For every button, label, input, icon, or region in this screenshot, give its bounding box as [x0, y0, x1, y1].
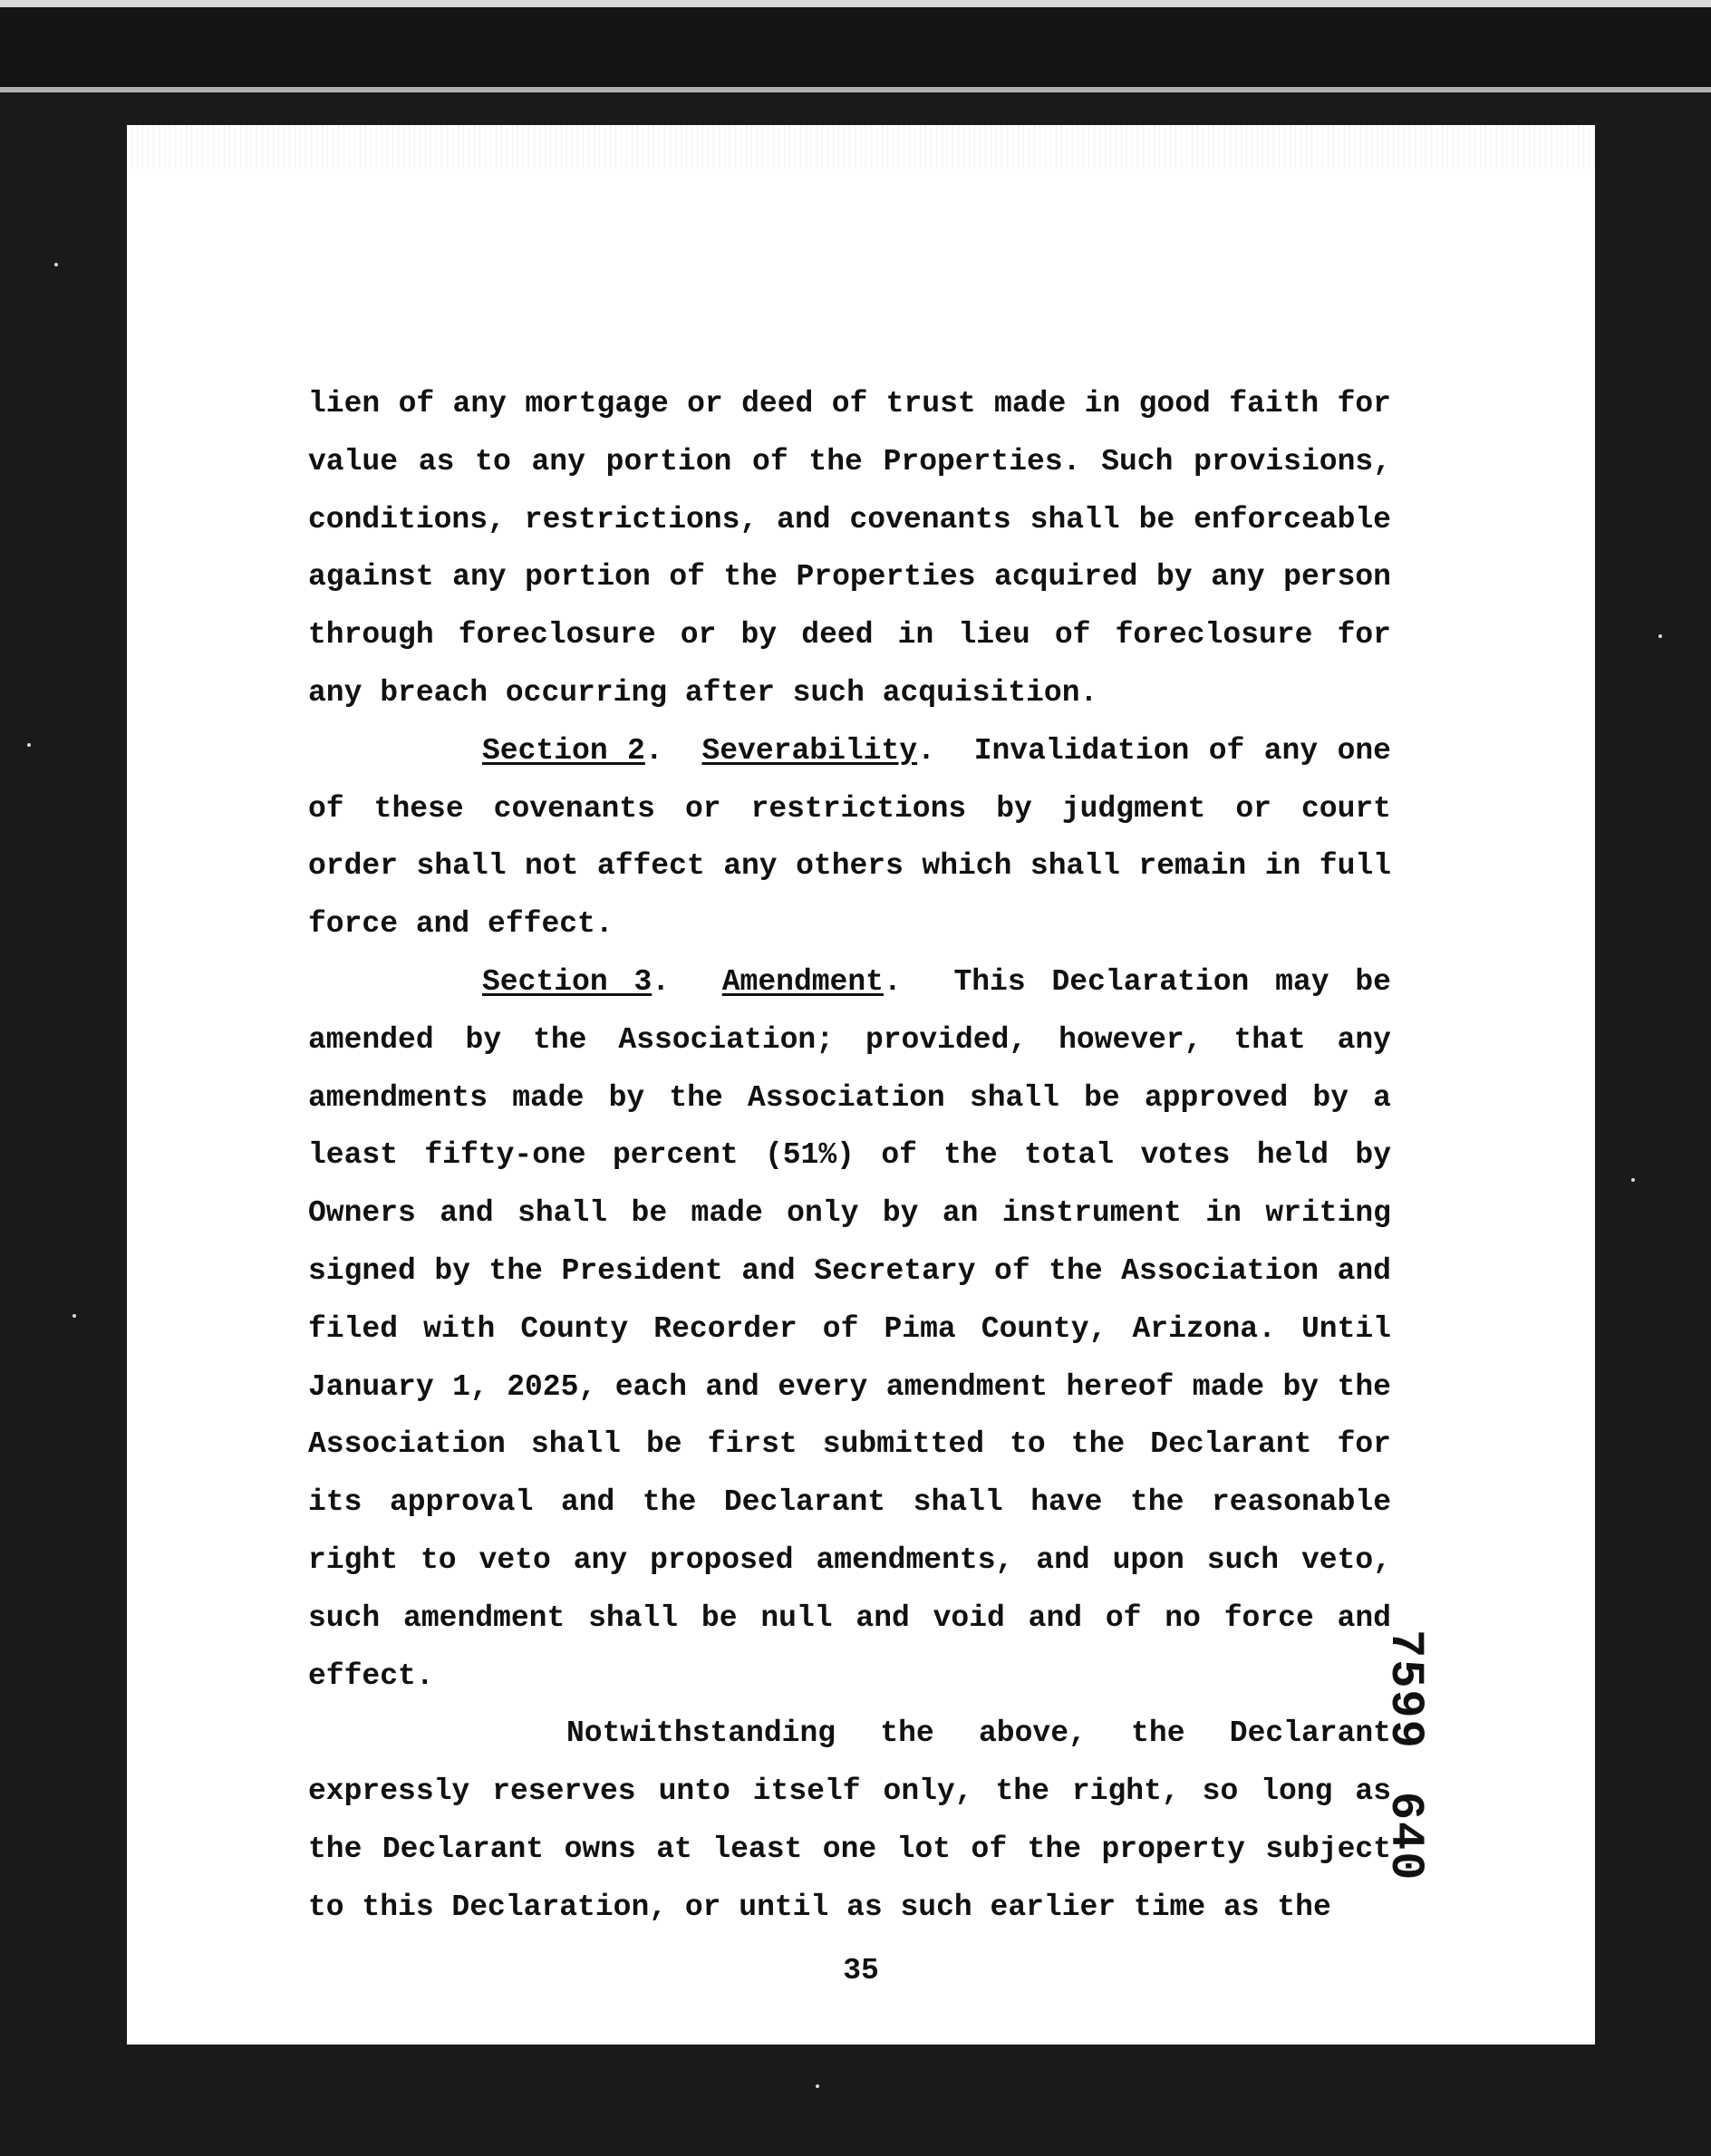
- scan-speck: [54, 263, 58, 266]
- scan-speck: [816, 2084, 819, 2088]
- paragraph-section-2: Section 2. Severability. Invalidation of any one of these covenants or restrictions by judgment or court order shall not affect any others which shall remain in full force and effect.: [308, 733, 1391, 942]
- section-label: Section 2: [482, 733, 645, 768]
- scan-top-border: [0, 0, 1711, 91]
- paragraph-notwithstanding: [308, 1705, 1391, 1936]
- document-page: [127, 125, 1595, 2045]
- scan-top-edge: [0, 0, 1711, 7]
- scan-speck: [72, 1314, 76, 1318]
- paragraph-text: Notwithstanding the above, the Declarant expressly reserves unto itself only, the right, so long as the Declarant owns at least one lot of the property subject to this Declaration, or until as such earlier time as the: [308, 1716, 1391, 1924]
- paragraph-section-3: Section 3. Amendment. This Declaration may be amended by the Association; provided, however, that any amendments made by the Association shall be approved by a least fifty-one percent (51%) of the total votes held by Owners and shall be made only by an instrument in writing signed by the President and Secretary of the Association and filed with County Recorder of Pima County, Arizona. Until January 1, 2025, each and every amendment hereof made by the Association shall be first submitted to the Declarant for its approval and the Declarant shall have the reasonable right to veto any proposed amendments, and upon such veto, such amendment shall be null and void and of no force and effect.: [308, 964, 1391, 1693]
- scan-speck: [1658, 634, 1662, 638]
- section-heading: Severability: [701, 733, 918, 768]
- scan-speck: [1631, 1178, 1635, 1182]
- section-heading: Amendment: [721, 964, 884, 999]
- scan-speck: [27, 743, 31, 747]
- document-body: [308, 375, 1391, 1937]
- paragraph-text: Invalidation of any one of these covenants or restrictions by judgment or court order shall not affect any others which shall remain in full force and effect.: [308, 733, 1391, 942]
- stamp-page-number: 640: [1378, 1791, 1432, 1882]
- paragraph-continuation: [308, 375, 1391, 722]
- scan-noise: [127, 125, 1595, 169]
- recording-stamp: [1368, 1629, 1432, 1901]
- scan-top-rule: [0, 87, 1711, 92]
- stamp-docket-number: 7599: [1378, 1629, 1432, 1750]
- paragraph-text: lien of any mortgage or deed of trust made in good faith for value as to any portion of the Properties. Such provisions, conditions, restrictions, and covenants shall be enforceable against any portion of the Properties acquired by any person through foreclosure or by deed in lieu of foreclosure for any breach occurring after such acquisition.: [308, 387, 1391, 710]
- page-number: 35: [843, 1954, 879, 1987]
- section-label: Section 3: [482, 964, 652, 999]
- paragraph-text: This Declaration may be amended by the Association; provided, however, that any amendments made by the Association shall be approved by a least fifty-one percent (51%) of the total votes held by Owners and shall be made only by an instrument in writing signed by the President and Secretary of the Association and filed with County Recorder of Pima County, Arizona. Until January 1, 2025, each and every amendment hereof made by the Association shall be first submitted to the Declarant for its approval and the Declarant shall have the reasonable right to veto any proposed amendments, and upon such veto, such amendment shall be null and void and of no force and effect.: [308, 964, 1391, 1693]
